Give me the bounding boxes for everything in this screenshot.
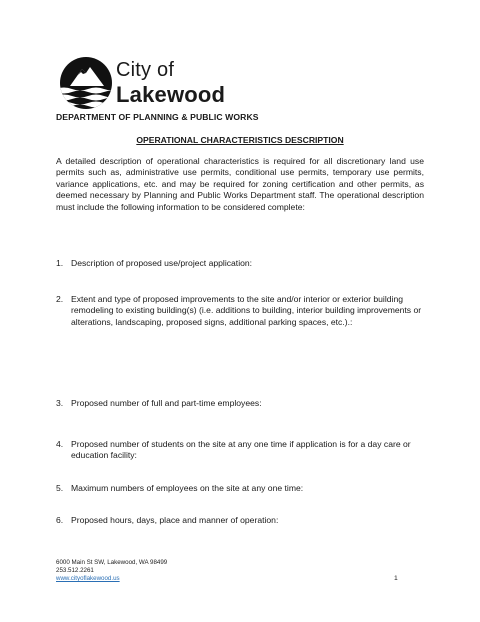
footer-website-link[interactable]: www.cityoflakewood.us — [56, 575, 120, 582]
city-logo-icon — [56, 56, 118, 110]
item-number: 6. — [56, 515, 64, 525]
item-number: 5. — [56, 483, 64, 493]
logo-city-of: City of — [116, 59, 175, 81]
item-text: Description of proposed use/project application: — [71, 258, 253, 268]
footer-phone: 253.512.2261 — [56, 567, 94, 574]
item-text: Maximum numbers of employees on the site at any one time: — [71, 483, 304, 493]
form-item-6 — [56, 515, 424, 526]
item-text: Proposed number of full and part-time employees: — [71, 398, 262, 408]
item-number: 3. — [56, 398, 64, 408]
footer-address: 6000 Main St SW, Lakewood, WA 98499 — [56, 559, 168, 566]
item-text: Proposed number of students on the site at any one time if application is for a day care or education facility: — [71, 439, 411, 461]
footer — [56, 559, 167, 583]
form-item-5 — [56, 483, 424, 494]
form-item-2 — [56, 294, 424, 328]
item-number: 4. — [56, 439, 64, 449]
intro-paragraph: A detailed description of operational characteristics is required for all discretionary land use permits such as, administrative use permits, conditional use permits, temporary use permits, variance applications, etc. and may be required for zoning certification and other permits, as deemed necessary by Planning and Public Works Department staff. The operational description must include the following information to be considered complete: — [56, 156, 424, 212]
form-item-4 — [56, 439, 424, 462]
form-item-3 — [56, 398, 424, 409]
form-title: OPERATIONAL CHARACTERISTICS DESCRIPTION — [136, 135, 344, 145]
item-text: Proposed hours, days, place and manner of operation: — [71, 515, 279, 525]
page-number: 1 — [394, 575, 398, 582]
item-text: Extent and type of proposed improvements to the site and/or interior or exterior building remodeling to existing building(s) (i.e. additions to building, interior building improvements or alterations, landscaping, proposed signs, additional parking spaces, etc.).: — [71, 294, 422, 327]
form-item-1 — [56, 258, 424, 269]
item-number: 2. — [56, 294, 64, 304]
department-heading: DEPARTMENT OF PLANNING & PUBLIC WORKS — [56, 112, 259, 122]
logo-lakewood: Lakewood — [116, 82, 226, 107]
item-number: 1. — [56, 258, 64, 268]
